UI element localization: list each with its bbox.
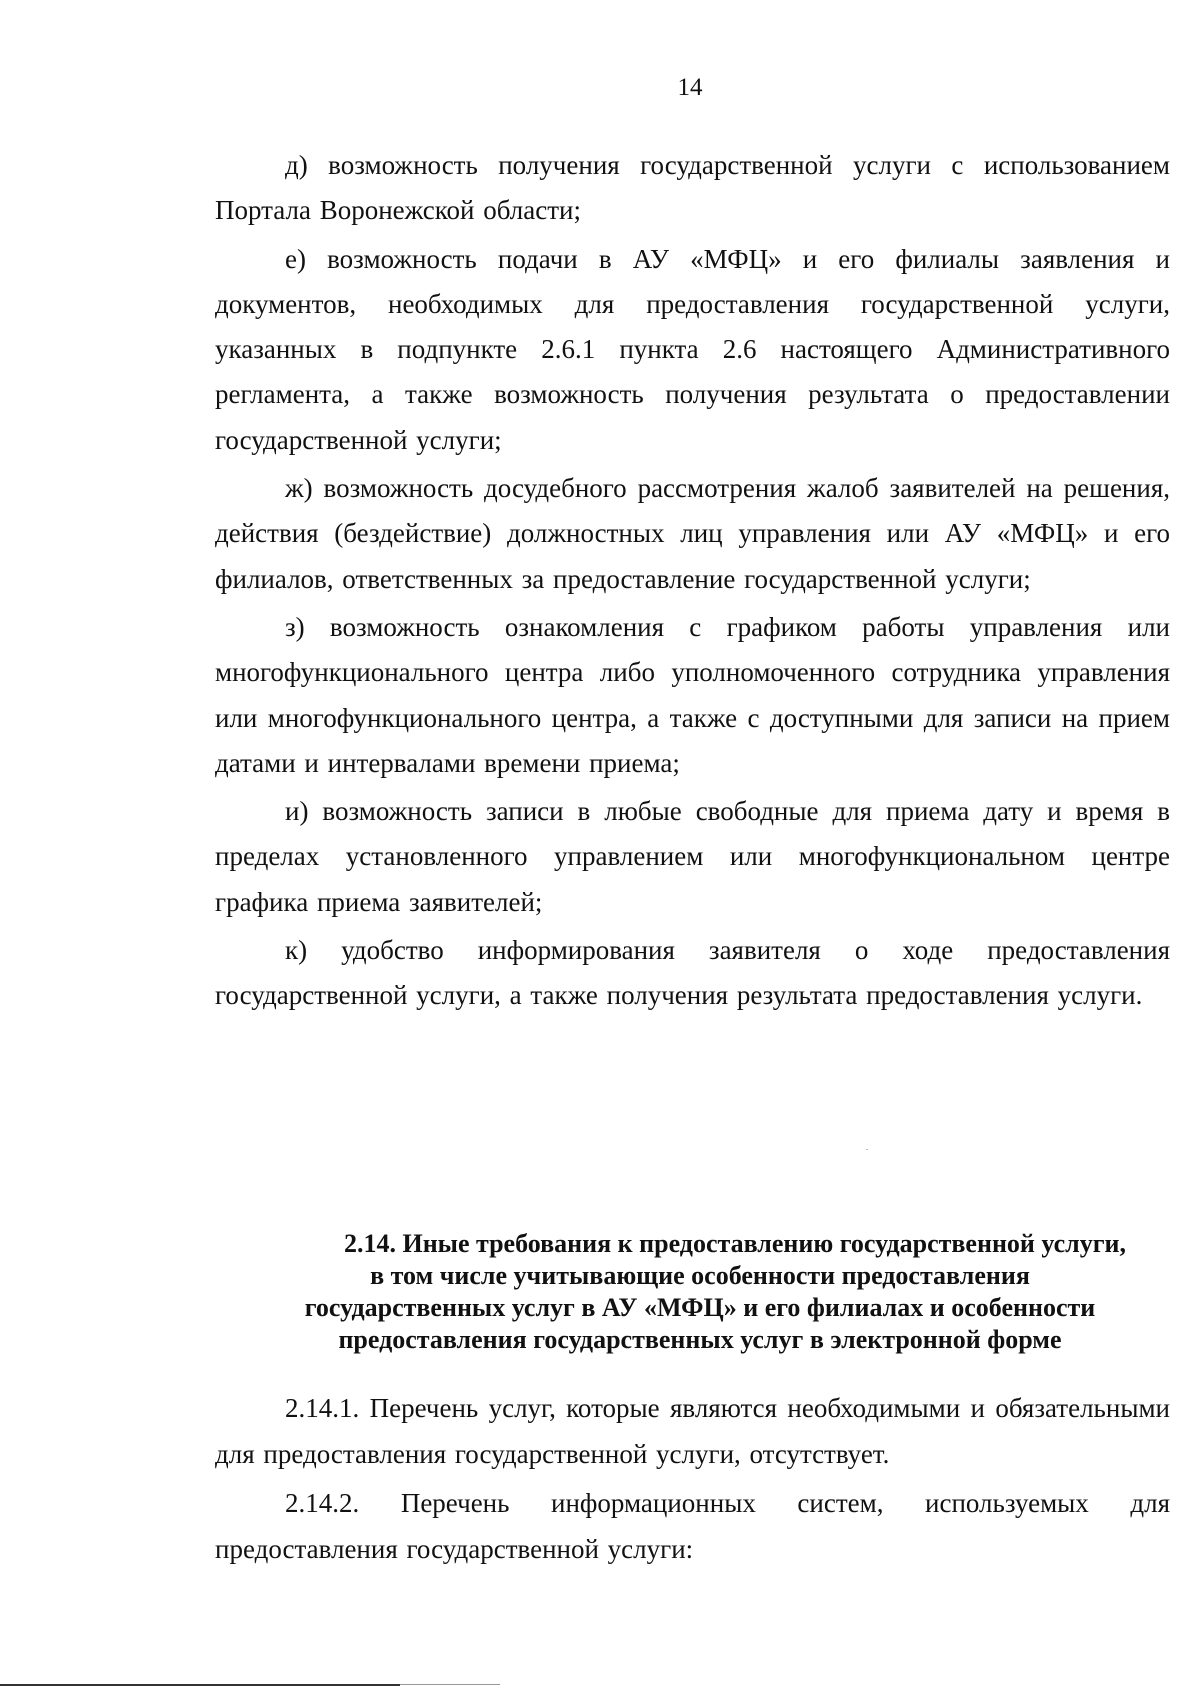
body-text (215, 143, 1170, 1022)
section-heading (232, 1228, 1168, 1356)
paragraph-z: з) возможность ознакомления с графиком работы управления или многофункционального центра либо уполномоченного сотрудника управления или многофункционального центра, а также с доступными для записи на прием датами и интервалами времени приема; (215, 611, 1170, 778)
section-heading-line: предоставления государственных услуг в электронной форме (338, 1325, 1062, 1354)
section-heading-line: государственных услуг в АУ «МФЦ» и его филиалах и особенности (304, 1293, 1096, 1322)
paragraph-k: к) удобство информирования заявителя о ходе предоставления государственной услуги, а также получения результата предоставления услуги. (215, 935, 1170, 1011)
section-text (215, 1385, 1170, 1575)
section-heading-line: в том числе учитывающие особенности предоставления (370, 1261, 1030, 1290)
scan-speck (866, 1149, 868, 1150)
section-heading-line: 2.14. Иные требования к предоставлению государственной услуги, (343, 1229, 1127, 1258)
paragraph-2-14-1: 2.14.1. Перечень услуг, которые являются необходимыми и обязательными для предоставления государственной услуги, отсутствует. (215, 1393, 1170, 1469)
paragraph-e: е) возможность подачи в АУ «МФЦ» и его филиалы заявления и документов, необходимых для предоставления государственной услуги, указанных в подпункте 2.6.1 пункта 2.6 настоящего Административного регламента, а также возможность получения результата о предоставлении государственной услуги; (215, 243, 1170, 455)
paragraph-i: и) возможность записи в любые свободные для приема дату и время в пределах установленного управлением или многофункциональном центре графика приема заявителей; (215, 796, 1170, 917)
page-number: 14 (677, 74, 703, 101)
paragraph-d: д) возможность получения государственной услуги с использованием Портала Воронежской области; (215, 150, 1170, 226)
paragraph-zh: ж) возможность досудебного рассмотрения жалоб заявителей на решения, действия (бездействие) должностных лиц управления или АУ «МФЦ» и его филиалов, ответственных за предоставление государственной услуги; (215, 473, 1170, 594)
footer-rule (0, 1684, 400, 1686)
paragraph-2-14-2: 2.14.2. Перечень информационных систем, используемых для предоставления государственной услуги: (215, 1488, 1170, 1564)
footer-rule-faint (400, 1684, 500, 1685)
